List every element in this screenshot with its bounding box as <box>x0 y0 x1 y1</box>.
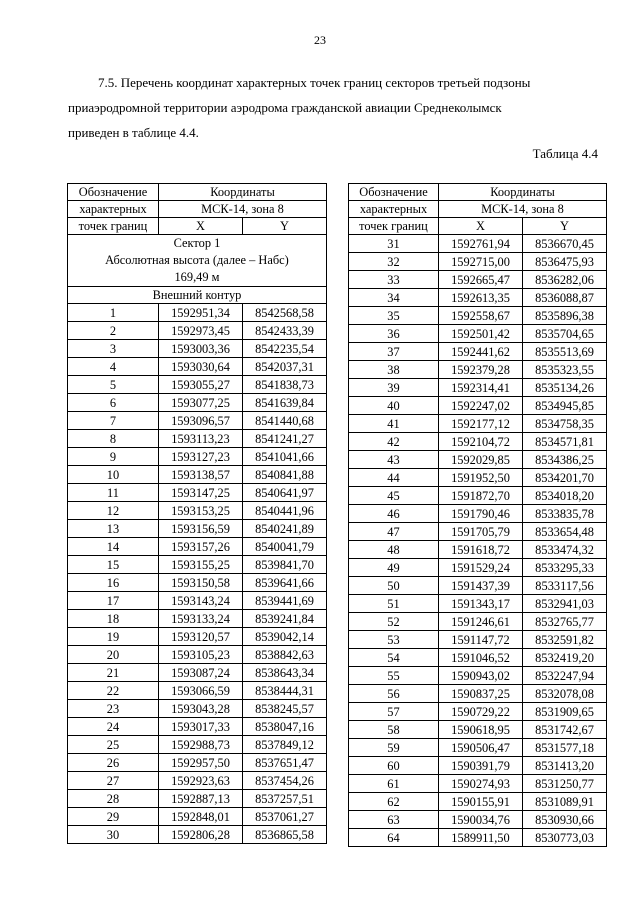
table-row <box>68 520 327 538</box>
table-row <box>68 826 327 844</box>
x-coordinate: 1592441,62 <box>439 343 523 361</box>
x-coordinate: 1590155,91 <box>439 793 523 811</box>
table-row <box>349 541 607 559</box>
x-coordinate: 1593147,25 <box>159 484 243 502</box>
table-row <box>349 631 607 649</box>
header-row <box>349 184 607 201</box>
header-x: X <box>439 218 523 235</box>
table-row <box>349 721 607 739</box>
x-coordinate: 1593087,24 <box>159 664 243 682</box>
table-row <box>68 448 327 466</box>
table-row <box>349 271 607 289</box>
x-coordinate: 1590837,25 <box>439 685 523 703</box>
y-coordinate: 8536865,58 <box>243 826 327 844</box>
point-number: 39 <box>349 379 439 397</box>
x-coordinate: 1592715,00 <box>439 253 523 271</box>
x-coordinate: 1592957,50 <box>159 754 243 772</box>
intro-paragraph <box>68 70 598 145</box>
table-row <box>349 703 607 721</box>
y-coordinate: 8540041,79 <box>243 538 327 556</box>
point-number: 33 <box>349 271 439 289</box>
x-coordinate: 1592501,42 <box>439 325 523 343</box>
point-number: 41 <box>349 415 439 433</box>
table-row <box>68 556 327 574</box>
point-number: 16 <box>68 574 159 592</box>
table-row <box>349 811 607 829</box>
y-coordinate: 8542037,31 <box>243 358 327 376</box>
x-coordinate: 1592887,13 <box>159 790 243 808</box>
table-row <box>349 793 607 811</box>
x-coordinate: 1592247,02 <box>439 397 523 415</box>
header-row <box>68 184 327 201</box>
point-number: 58 <box>349 721 439 739</box>
x-coordinate: 1593017,33 <box>159 718 243 736</box>
point-number: 8 <box>68 430 159 448</box>
point-number: 17 <box>68 592 159 610</box>
point-number: 23 <box>68 700 159 718</box>
table-row <box>349 397 607 415</box>
x-coordinate: 1590618,95 <box>439 721 523 739</box>
sector-name: Сектор 1 <box>173 236 221 250</box>
y-coordinate: 8531909,65 <box>523 703 607 721</box>
y-coordinate: 8532765,77 <box>523 613 607 631</box>
x-coordinate: 1590034,76 <box>439 811 523 829</box>
table-row <box>68 736 327 754</box>
x-coordinate: 1592951,34 <box>159 304 243 322</box>
x-coordinate: 1593133,24 <box>159 610 243 628</box>
y-coordinate: 8534201,70 <box>523 469 607 487</box>
x-coordinate: 1591872,70 <box>439 487 523 505</box>
point-number: 61 <box>349 775 439 793</box>
table-row <box>349 505 607 523</box>
x-coordinate: 1593055,27 <box>159 376 243 394</box>
header-designation-3: точек границ <box>68 218 159 235</box>
x-coordinate: 1593113,23 <box>159 430 243 448</box>
point-number: 44 <box>349 469 439 487</box>
table-row <box>68 538 327 556</box>
point-number: 25 <box>68 736 159 754</box>
y-coordinate: 8540241,89 <box>243 520 327 538</box>
table-row <box>349 307 607 325</box>
table-row <box>68 754 327 772</box>
sector-altitude-value: 169,49 м <box>174 270 220 284</box>
x-coordinate: 1593156,59 <box>159 520 243 538</box>
x-coordinate: 1592314,41 <box>439 379 523 397</box>
table-row <box>349 757 607 775</box>
table-row <box>68 322 327 340</box>
table-row <box>349 415 607 433</box>
y-coordinate: 8531250,77 <box>523 775 607 793</box>
table-row <box>349 361 607 379</box>
x-coordinate: 1589911,50 <box>439 829 523 847</box>
y-coordinate: 8531089,91 <box>523 793 607 811</box>
header-coords-2: МСК-14, зона 8 <box>159 201 327 218</box>
x-coordinate: 1593138,57 <box>159 466 243 484</box>
point-number: 56 <box>349 685 439 703</box>
table-caption: Таблица 4.4 <box>532 146 598 161</box>
x-coordinate: 1592761,94 <box>439 235 523 253</box>
y-coordinate: 8542433,39 <box>243 322 327 340</box>
x-coordinate: 1591437,39 <box>439 577 523 595</box>
page-number: 23 <box>314 33 326 47</box>
x-coordinate: 1591246,61 <box>439 613 523 631</box>
point-number: 60 <box>349 757 439 775</box>
table-row <box>349 559 607 577</box>
table-row <box>68 430 327 448</box>
table-row <box>349 469 607 487</box>
table-row <box>68 592 327 610</box>
y-coordinate: 8541241,27 <box>243 430 327 448</box>
point-number: 24 <box>68 718 159 736</box>
y-coordinate: 8534018,20 <box>523 487 607 505</box>
header-designation-1: Обозначение <box>349 184 439 201</box>
point-number: 42 <box>349 433 439 451</box>
point-number: 29 <box>68 808 159 826</box>
table-row <box>349 685 607 703</box>
table-row <box>68 700 327 718</box>
intro-line-2: приаэродромной территории аэродрома гражданской авиации Среднеколымск <box>68 100 502 115</box>
x-coordinate: 1592665,47 <box>439 271 523 289</box>
x-coordinate: 1591343,17 <box>439 595 523 613</box>
point-number: 38 <box>349 361 439 379</box>
x-coordinate: 1593030,64 <box>159 358 243 376</box>
table-row <box>68 484 327 502</box>
y-coordinate: 8534386,25 <box>523 451 607 469</box>
y-coordinate: 8541440,68 <box>243 412 327 430</box>
y-coordinate: 8531413,20 <box>523 757 607 775</box>
x-coordinate: 1591790,46 <box>439 505 523 523</box>
point-number: 62 <box>349 793 439 811</box>
y-coordinate: 8538444,31 <box>243 682 327 700</box>
x-coordinate: 1592104,72 <box>439 433 523 451</box>
point-number: 9 <box>68 448 159 466</box>
y-coordinate: 8530773,03 <box>523 829 607 847</box>
y-coordinate: 8537849,12 <box>243 736 327 754</box>
point-number: 54 <box>349 649 439 667</box>
x-coordinate: 1593120,57 <box>159 628 243 646</box>
table-row <box>68 304 327 322</box>
y-coordinate: 8535896,38 <box>523 307 607 325</box>
x-coordinate: 1593077,25 <box>159 394 243 412</box>
table-row <box>68 808 327 826</box>
table-row <box>68 664 327 682</box>
sector-info <box>68 235 327 287</box>
table-row <box>349 289 607 307</box>
x-coordinate: 1593127,23 <box>159 448 243 466</box>
x-coordinate: 1593043,28 <box>159 700 243 718</box>
table-row <box>68 502 327 520</box>
contour-label: Внешний контур <box>68 287 327 304</box>
y-coordinate: 8536282,06 <box>523 271 607 289</box>
y-coordinate: 8535323,55 <box>523 361 607 379</box>
y-coordinate: 8537257,51 <box>243 790 327 808</box>
table-row <box>349 235 607 253</box>
y-coordinate: 8539841,70 <box>243 556 327 574</box>
y-coordinate: 8533474,32 <box>523 541 607 559</box>
point-number: 35 <box>349 307 439 325</box>
point-number: 6 <box>68 394 159 412</box>
y-coordinate: 8540441,96 <box>243 502 327 520</box>
point-number: 15 <box>68 556 159 574</box>
y-coordinate: 8535513,69 <box>523 343 607 361</box>
point-number: 31 <box>349 235 439 253</box>
point-number: 32 <box>349 253 439 271</box>
coordinates-table-right <box>348 183 607 847</box>
y-coordinate: 8536088,87 <box>523 289 607 307</box>
point-number: 5 <box>68 376 159 394</box>
x-coordinate: 1592923,63 <box>159 772 243 790</box>
table-row <box>68 646 327 664</box>
y-coordinate: 8538842,63 <box>243 646 327 664</box>
y-coordinate: 8531742,67 <box>523 721 607 739</box>
y-coordinate: 8537454,26 <box>243 772 327 790</box>
point-number: 3 <box>68 340 159 358</box>
header-row <box>349 201 607 218</box>
table-row <box>349 433 607 451</box>
point-number: 26 <box>68 754 159 772</box>
point-number: 45 <box>349 487 439 505</box>
x-coordinate: 1590391,79 <box>439 757 523 775</box>
y-coordinate: 8532941,03 <box>523 595 607 613</box>
table-row <box>68 682 327 700</box>
point-number: 36 <box>349 325 439 343</box>
y-coordinate: 8538047,16 <box>243 718 327 736</box>
y-coordinate: 8539241,84 <box>243 610 327 628</box>
y-coordinate: 8535704,65 <box>523 325 607 343</box>
y-coordinate: 8532419,20 <box>523 649 607 667</box>
point-number: 55 <box>349 667 439 685</box>
x-coordinate: 1591529,24 <box>439 559 523 577</box>
point-number: 64 <box>349 829 439 847</box>
table-row <box>68 790 327 808</box>
x-coordinate: 1593155,25 <box>159 556 243 574</box>
x-coordinate: 1591147,72 <box>439 631 523 649</box>
point-number: 21 <box>68 664 159 682</box>
point-number: 27 <box>68 772 159 790</box>
header-coords-1: Координаты <box>159 184 327 201</box>
table-row <box>349 595 607 613</box>
table-row <box>68 394 327 412</box>
point-number: 48 <box>349 541 439 559</box>
y-coordinate: 8533654,48 <box>523 523 607 541</box>
point-number: 59 <box>349 739 439 757</box>
point-number: 37 <box>349 343 439 361</box>
y-coordinate: 8541041,66 <box>243 448 327 466</box>
point-number: 11 <box>68 484 159 502</box>
point-number: 49 <box>349 559 439 577</box>
y-coordinate: 8532078,08 <box>523 685 607 703</box>
point-number: 51 <box>349 595 439 613</box>
x-coordinate: 1590729,22 <box>439 703 523 721</box>
y-coordinate: 8542568,58 <box>243 304 327 322</box>
table-row <box>68 610 327 628</box>
table-row <box>349 487 607 505</box>
x-coordinate: 1593096,57 <box>159 412 243 430</box>
left-table-body <box>68 304 327 844</box>
y-coordinate: 8534758,35 <box>523 415 607 433</box>
table-row <box>68 718 327 736</box>
intro-line-1: 7.5. Перечень координат характерных точек границ секторов третьей подзоны <box>98 75 531 90</box>
header-x: X <box>159 218 243 235</box>
point-number: 40 <box>349 397 439 415</box>
x-coordinate: 1593003,36 <box>159 340 243 358</box>
point-number: 12 <box>68 502 159 520</box>
x-coordinate: 1593157,26 <box>159 538 243 556</box>
x-coordinate: 1592988,73 <box>159 736 243 754</box>
table-row <box>349 325 607 343</box>
x-coordinate: 1593105,23 <box>159 646 243 664</box>
y-coordinate: 8536475,93 <box>523 253 607 271</box>
x-coordinate: 1592848,01 <box>159 808 243 826</box>
x-coordinate: 1590943,02 <box>439 667 523 685</box>
table-row <box>349 451 607 469</box>
point-number: 7 <box>68 412 159 430</box>
point-number: 4 <box>68 358 159 376</box>
y-coordinate: 8537061,27 <box>243 808 327 826</box>
table-row <box>349 523 607 541</box>
table-row <box>68 466 327 484</box>
table-row <box>349 775 607 793</box>
header-designation-2: характерных <box>349 201 439 218</box>
x-coordinate: 1592029,85 <box>439 451 523 469</box>
point-number: 18 <box>68 610 159 628</box>
x-coordinate: 1591046,52 <box>439 649 523 667</box>
table-row <box>349 829 607 847</box>
x-coordinate: 1592177,12 <box>439 415 523 433</box>
header-row <box>349 218 607 235</box>
header-designation-2: характерных <box>68 201 159 218</box>
table-row <box>349 649 607 667</box>
header-designation-3: точек границ <box>349 218 439 235</box>
point-number: 2 <box>68 322 159 340</box>
table-row <box>68 412 327 430</box>
coordinates-table-left <box>67 183 327 844</box>
y-coordinate: 8540841,88 <box>243 466 327 484</box>
y-coordinate: 8535134,26 <box>523 379 607 397</box>
point-number: 34 <box>349 289 439 307</box>
y-coordinate: 8539441,69 <box>243 592 327 610</box>
y-coordinate: 8532591,82 <box>523 631 607 649</box>
point-number: 47 <box>349 523 439 541</box>
y-coordinate: 8538643,34 <box>243 664 327 682</box>
header-coords-1: Координаты <box>439 184 607 201</box>
contour-row <box>68 287 327 304</box>
x-coordinate: 1591618,72 <box>439 541 523 559</box>
sector-row <box>68 235 327 287</box>
y-coordinate: 8534945,85 <box>523 397 607 415</box>
y-coordinate: 8538245,57 <box>243 700 327 718</box>
y-coordinate: 8531577,18 <box>523 739 607 757</box>
point-number: 28 <box>68 790 159 808</box>
intro-line-3: приведен в таблице 4.4. <box>68 125 199 140</box>
y-coordinate: 8541838,73 <box>243 376 327 394</box>
table-row <box>349 379 607 397</box>
point-number: 63 <box>349 811 439 829</box>
point-number: 53 <box>349 631 439 649</box>
point-number: 46 <box>349 505 439 523</box>
right-table-body <box>349 235 607 847</box>
x-coordinate: 1592806,28 <box>159 826 243 844</box>
point-number: 57 <box>349 703 439 721</box>
table-row <box>349 667 607 685</box>
table-row <box>349 613 607 631</box>
y-coordinate: 8542235,54 <box>243 340 327 358</box>
x-coordinate: 1593153,25 <box>159 502 243 520</box>
point-number: 50 <box>349 577 439 595</box>
header-row <box>68 218 327 235</box>
y-coordinate: 8534571,81 <box>523 433 607 451</box>
point-number: 19 <box>68 628 159 646</box>
y-coordinate: 8533117,56 <box>523 577 607 595</box>
table-row <box>349 739 607 757</box>
header-coords-2: МСК-14, зона 8 <box>439 201 607 218</box>
table-row <box>349 343 607 361</box>
x-coordinate: 1592379,28 <box>439 361 523 379</box>
table-row <box>68 574 327 592</box>
point-number: 30 <box>68 826 159 844</box>
y-coordinate: 8539042,14 <box>243 628 327 646</box>
x-coordinate: 1591705,79 <box>439 523 523 541</box>
sector-altitude-label: Абсолютная высота (далее – Набс) <box>105 253 289 267</box>
y-coordinate: 8541639,84 <box>243 394 327 412</box>
y-coordinate: 8537651,47 <box>243 754 327 772</box>
y-coordinate: 8533835,78 <box>523 505 607 523</box>
x-coordinate: 1593150,58 <box>159 574 243 592</box>
header-y: Y <box>523 218 607 235</box>
x-coordinate: 1593066,59 <box>159 682 243 700</box>
point-number: 52 <box>349 613 439 631</box>
x-coordinate: 1591952,50 <box>439 469 523 487</box>
header-y: Y <box>243 218 327 235</box>
table-row <box>68 358 327 376</box>
point-number: 14 <box>68 538 159 556</box>
x-coordinate: 1593143,24 <box>159 592 243 610</box>
x-coordinate: 1592613,35 <box>439 289 523 307</box>
y-coordinate: 8539641,66 <box>243 574 327 592</box>
point-number: 10 <box>68 466 159 484</box>
y-coordinate: 8532247,94 <box>523 667 607 685</box>
y-coordinate: 8536670,45 <box>523 235 607 253</box>
point-number: 1 <box>68 304 159 322</box>
x-coordinate: 1590274,93 <box>439 775 523 793</box>
point-number: 22 <box>68 682 159 700</box>
x-coordinate: 1592973,45 <box>159 322 243 340</box>
x-coordinate: 1590506,47 <box>439 739 523 757</box>
point-number: 20 <box>68 646 159 664</box>
point-number: 13 <box>68 520 159 538</box>
header-designation-1: Обозначение <box>68 184 159 201</box>
table-row <box>68 376 327 394</box>
y-coordinate: 8530930,66 <box>523 811 607 829</box>
table-row <box>349 577 607 595</box>
header-row <box>68 201 327 218</box>
y-coordinate: 8533295,33 <box>523 559 607 577</box>
y-coordinate: 8540641,97 <box>243 484 327 502</box>
table-row <box>68 340 327 358</box>
table-row <box>349 253 607 271</box>
table-row <box>68 772 327 790</box>
table-row <box>68 628 327 646</box>
point-number: 43 <box>349 451 439 469</box>
x-coordinate: 1592558,67 <box>439 307 523 325</box>
